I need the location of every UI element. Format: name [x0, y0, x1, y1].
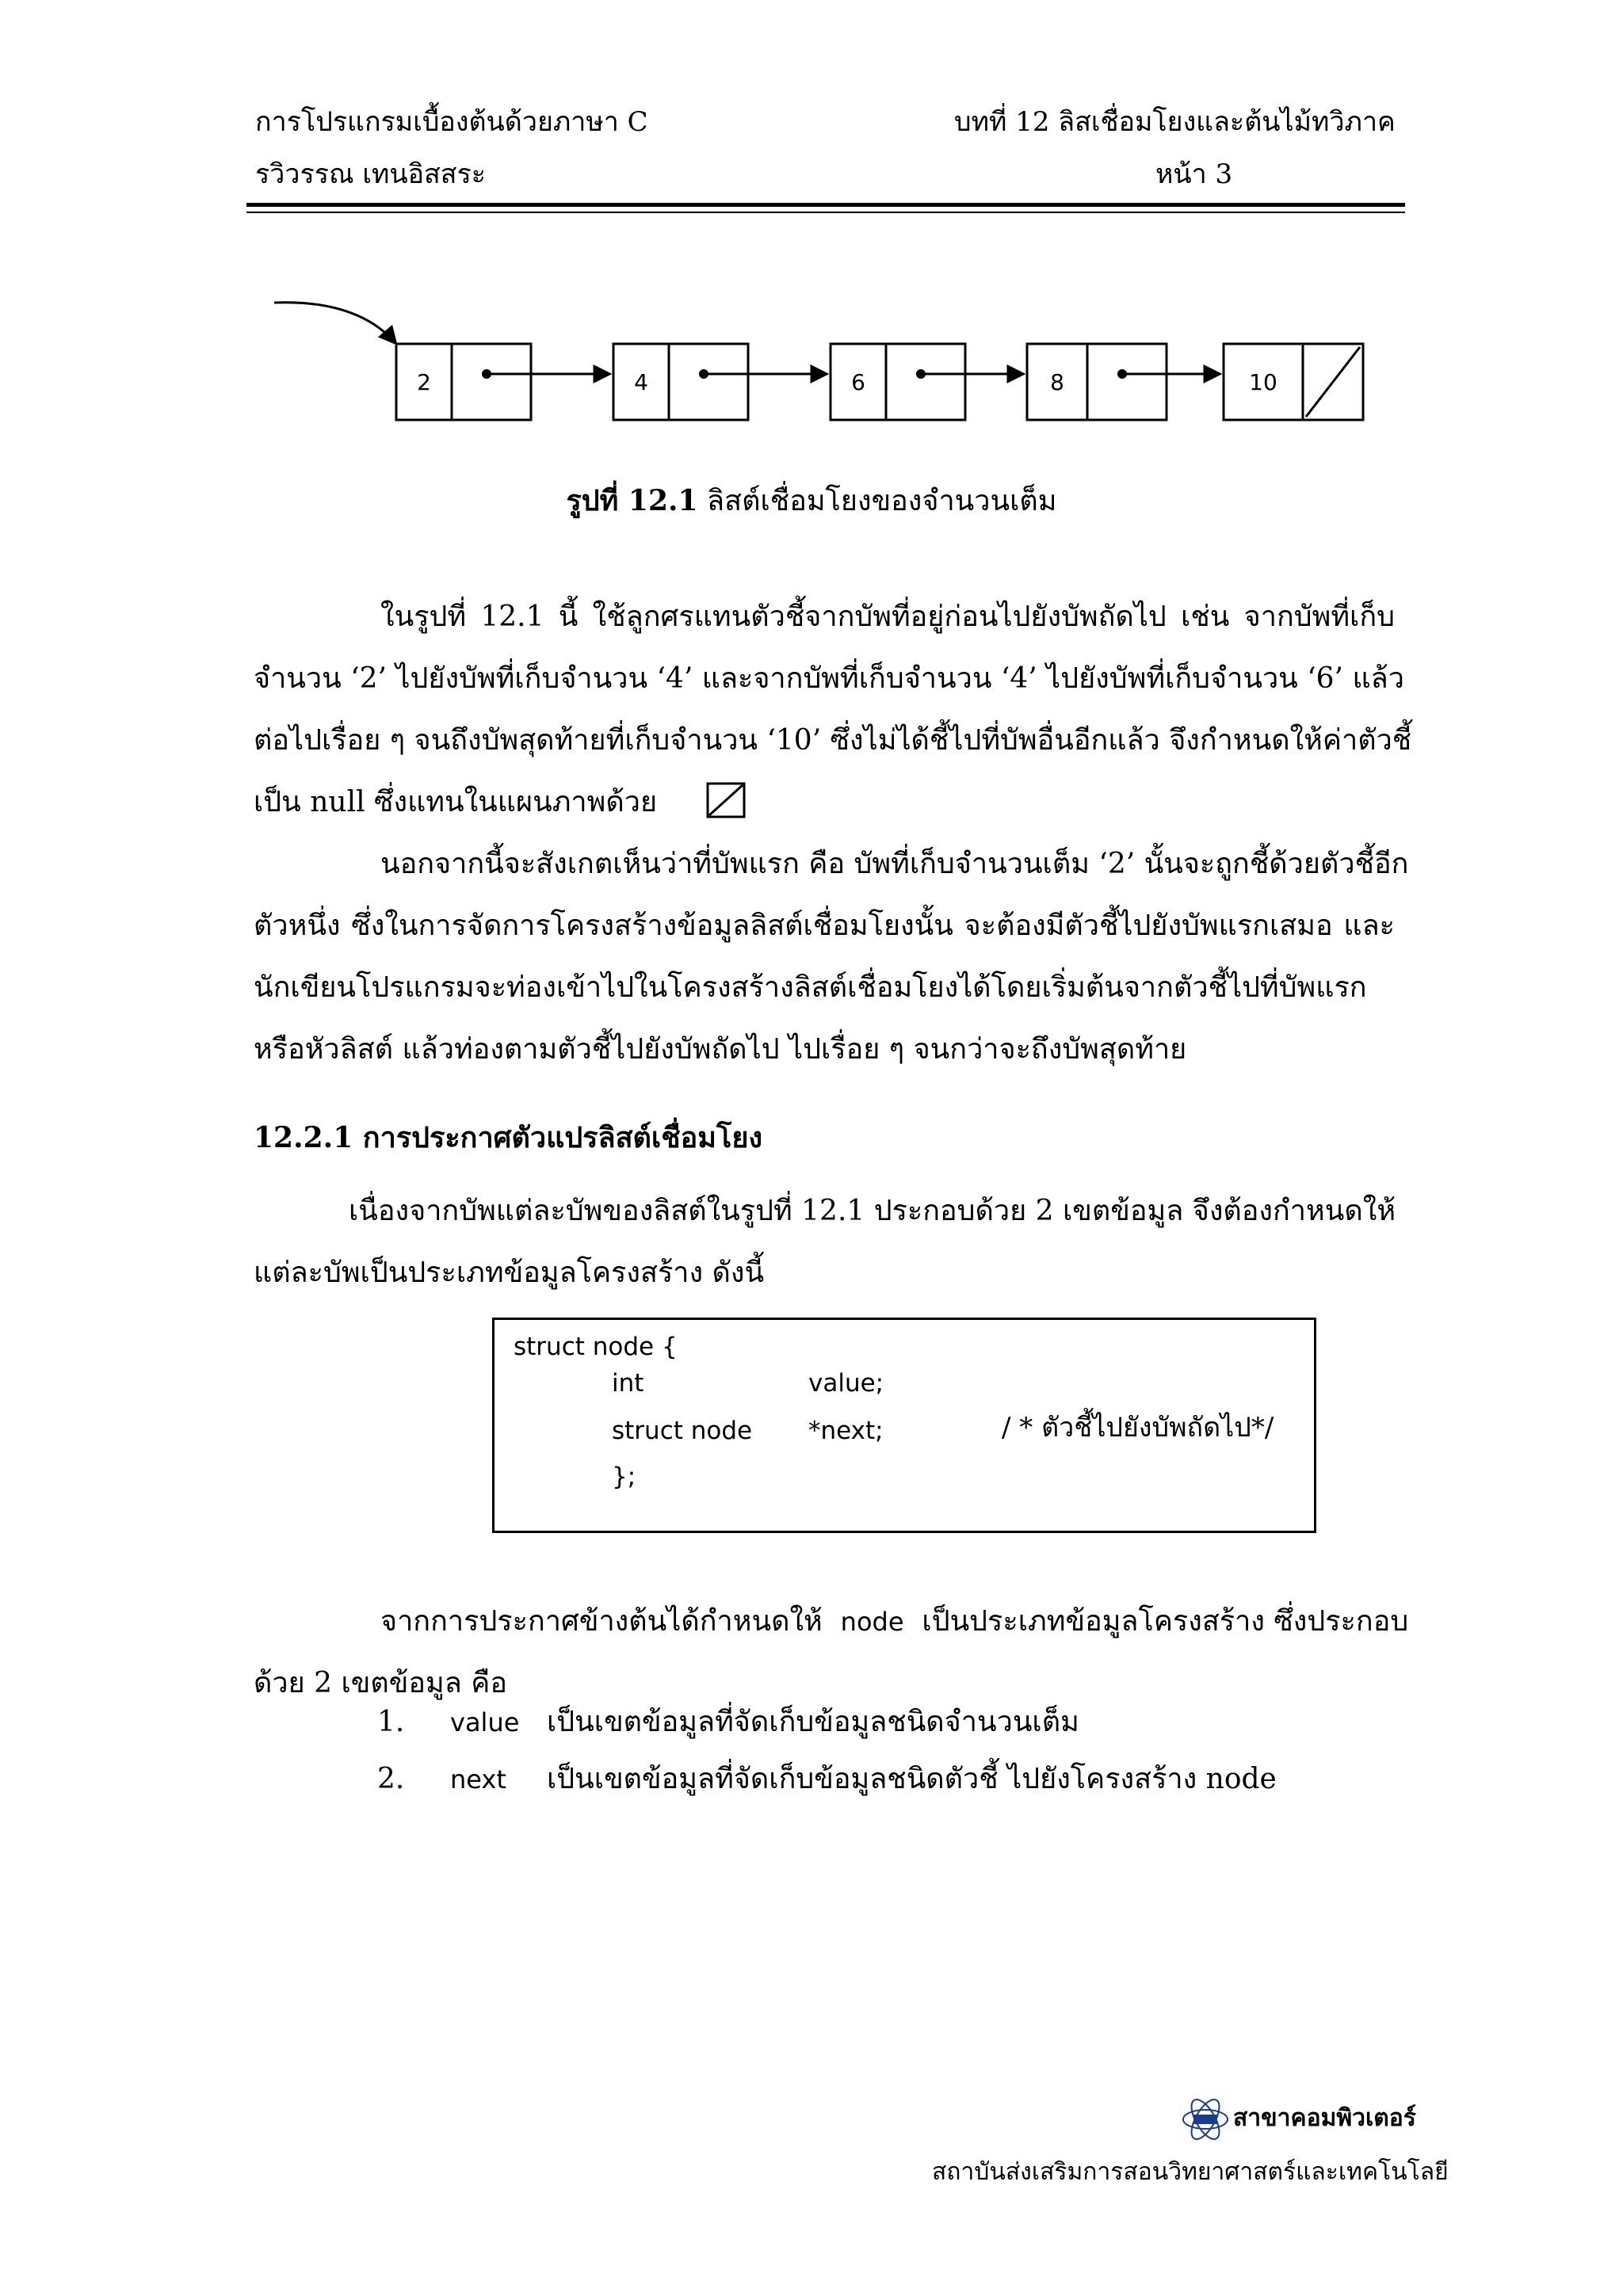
paragraph-line-text: เป็นประเภทข้อมูลโครงสร้าง ซึ่งประกอบ [922, 1605, 1409, 1638]
node-value: 4 [634, 369, 648, 395]
list-field-name: next [450, 1764, 506, 1794]
ipst-logo-icon [1181, 2095, 1230, 2144]
list-node [831, 344, 965, 420]
code-line: struct node { [514, 1333, 678, 1361]
inline-code: node [840, 1607, 904, 1637]
paragraph-1 [254, 586, 1412, 833]
paragraph-line: หรือหัวลิสต์ แล้วท่องตามตัวชี้ไปยังบัพถัดไป ไปเรื่อย ๆ จนกว่าจะถึงบัพสุดท้าย [254, 1033, 1187, 1066]
list-node [1027, 344, 1167, 420]
paragraph-line: ในรูปที่ 12.1 นี้ ใช้ลูกศรแทนตัวชี้จากบัพที่อยู่ก่อนไปยังบัพถัดไป เช่น จากบัพที่เก็บ [380, 601, 1395, 633]
page-number: หน้า 3 [1155, 158, 1233, 190]
figure-caption [0, 482, 1623, 521]
list-field-name: value [450, 1707, 520, 1737]
head-pointer-arrow [274, 303, 396, 344]
null-pointer-slash [1306, 347, 1360, 417]
section-paragraph [254, 1180, 1395, 1304]
list-description: เป็นเขตข้อมูลที่จัดเก็บข้อมูลชนิดจำนวนเต็ม [547, 1706, 1079, 1738]
footer-department: สาขาคอมพิวเตอร์ [1233, 2104, 1416, 2132]
paragraph-line-text: จากการประกาศข้างต้นได้กำหนดให้ [380, 1605, 823, 1638]
header-rule-thin [246, 212, 1405, 213]
paragraph-line [254, 772, 1395, 833]
list-node [1224, 344, 1363, 420]
node-pointer-cell [1087, 344, 1167, 420]
code-closing: }; [612, 1463, 636, 1491]
list-number: 1. [377, 1706, 405, 1738]
code-field: *next; [808, 1417, 884, 1445]
node-value: 10 [1249, 369, 1277, 395]
paragraph-line: ต่อไปเรื่อย ๆ จนถึงบัพสุดท้ายที่เก็บจำนวน ‘10’ ซึ่งไม่ได้ชี้ไปที่บัพอื่นอีกแล้ว จึงกำหนดให้ค่าตัวชี้ [254, 724, 1412, 757]
author-name: รวิวรรณ เทนอิสสระ [255, 158, 487, 190]
node-pointer-cell [669, 344, 748, 420]
linked-list-diagram [0, 285, 1623, 444]
code-type: int [612, 1369, 644, 1398]
paragraph-line [254, 1591, 1409, 1653]
node-pointer-cell [452, 344, 531, 420]
list-number: 2. [377, 1763, 405, 1795]
code-comment: / * ตัวชี้ไปยังบัพถัดไป*/ [1002, 1412, 1274, 1444]
figure-caption-text: ลิสต์เชื่อมโยงของจำนวนเต็ม [697, 485, 1057, 517]
paragraph-3 [254, 1591, 1409, 1714]
chapter-title: บทที่ 12 ลิสเชื่อมโยงและต้นไม้ทวิภาค [954, 106, 1396, 138]
footer-institute: สถาบันส่งเสริมการสอนวิทยาศาสตร์และเทคโนโลยี [932, 2158, 1449, 2186]
figure-caption-number: รูปที่ 12.1 [566, 484, 698, 517]
header-rule-thick [246, 203, 1405, 207]
null-pointer-icon [706, 782, 747, 820]
list-node [613, 344, 748, 420]
list-item [377, 1703, 404, 1741]
list-description: เป็นเขตข้อมูลที่จัดเก็บข้อมูลชนิดตัวชี้ ไปยังโครงสร้าง node [547, 1763, 1277, 1795]
paragraph-line: จำนวน ‘2’ ไปยังบัพที่เก็บจำนวน ‘4’ และจากบัพที่เก็บจำนวน ‘4’ ไปยังบัพที่เก็บจำนวน ‘6’ แล้ว [254, 662, 1404, 695]
paragraph-line: นอกจากนี้จะสังเกตเห็นว่าที่บัพแรก คือ บัพที่เก็บจำนวนเต็ม ‘2’ นั้นจะถูกชี้ด้วยตัวชี้อีก [380, 848, 1409, 880]
paragraph-line: นักเขียนโปรแกรมจะท่องเข้าไปในโครงสร้างลิสต์เชื่อมโยงได้โดยเริ่มต้นจากตัวชี้ไปที่บัพแรก [254, 971, 1367, 1004]
list-item [377, 1760, 404, 1798]
code-box [492, 1318, 1316, 1533]
book-title: การโปรแกรมเบื้องต้นด้วยภาษา C [255, 106, 648, 138]
node-value: 6 [851, 369, 865, 395]
node-value: 2 [417, 369, 431, 395]
paragraph-line-text: เป็น null ซึ่งแทนในแผนภาพด้วย [254, 786, 658, 818]
paragraph-line: ด้วย 2 เขตข้อมูล คือ [254, 1667, 507, 1699]
section-heading: 12.2.1 การประกาศตัวแปรลิสต์เชื่อมโยง [254, 1121, 763, 1154]
node-pointer-cell [886, 344, 965, 420]
paragraph-line: แต่ละบัพเป็นประเภทข้อมูลโครงสร้าง ดังนี้ [254, 1257, 765, 1289]
paragraph-line: เนื่องจากบัพแต่ละบัพของลิสต์ในรูปที่ 12.1 ประกอบด้วย 2 เขตข้อมูล จึงต้องกำหนดให้ [349, 1195, 1396, 1227]
paragraph-2 [254, 833, 1409, 1081]
list-node [396, 344, 531, 420]
node-value: 8 [1050, 369, 1064, 395]
paragraph-line: ตัวหนึ่ง ซึ่งในการจัดการโครงสร้างข้อมูลลิสต์เชื่อมโยงนั้น จะต้องมีตัวชี้ไปยังบัพแรกเสมอ และ [254, 910, 1395, 942]
code-field: value; [808, 1369, 884, 1398]
code-type: struct node [612, 1417, 753, 1445]
